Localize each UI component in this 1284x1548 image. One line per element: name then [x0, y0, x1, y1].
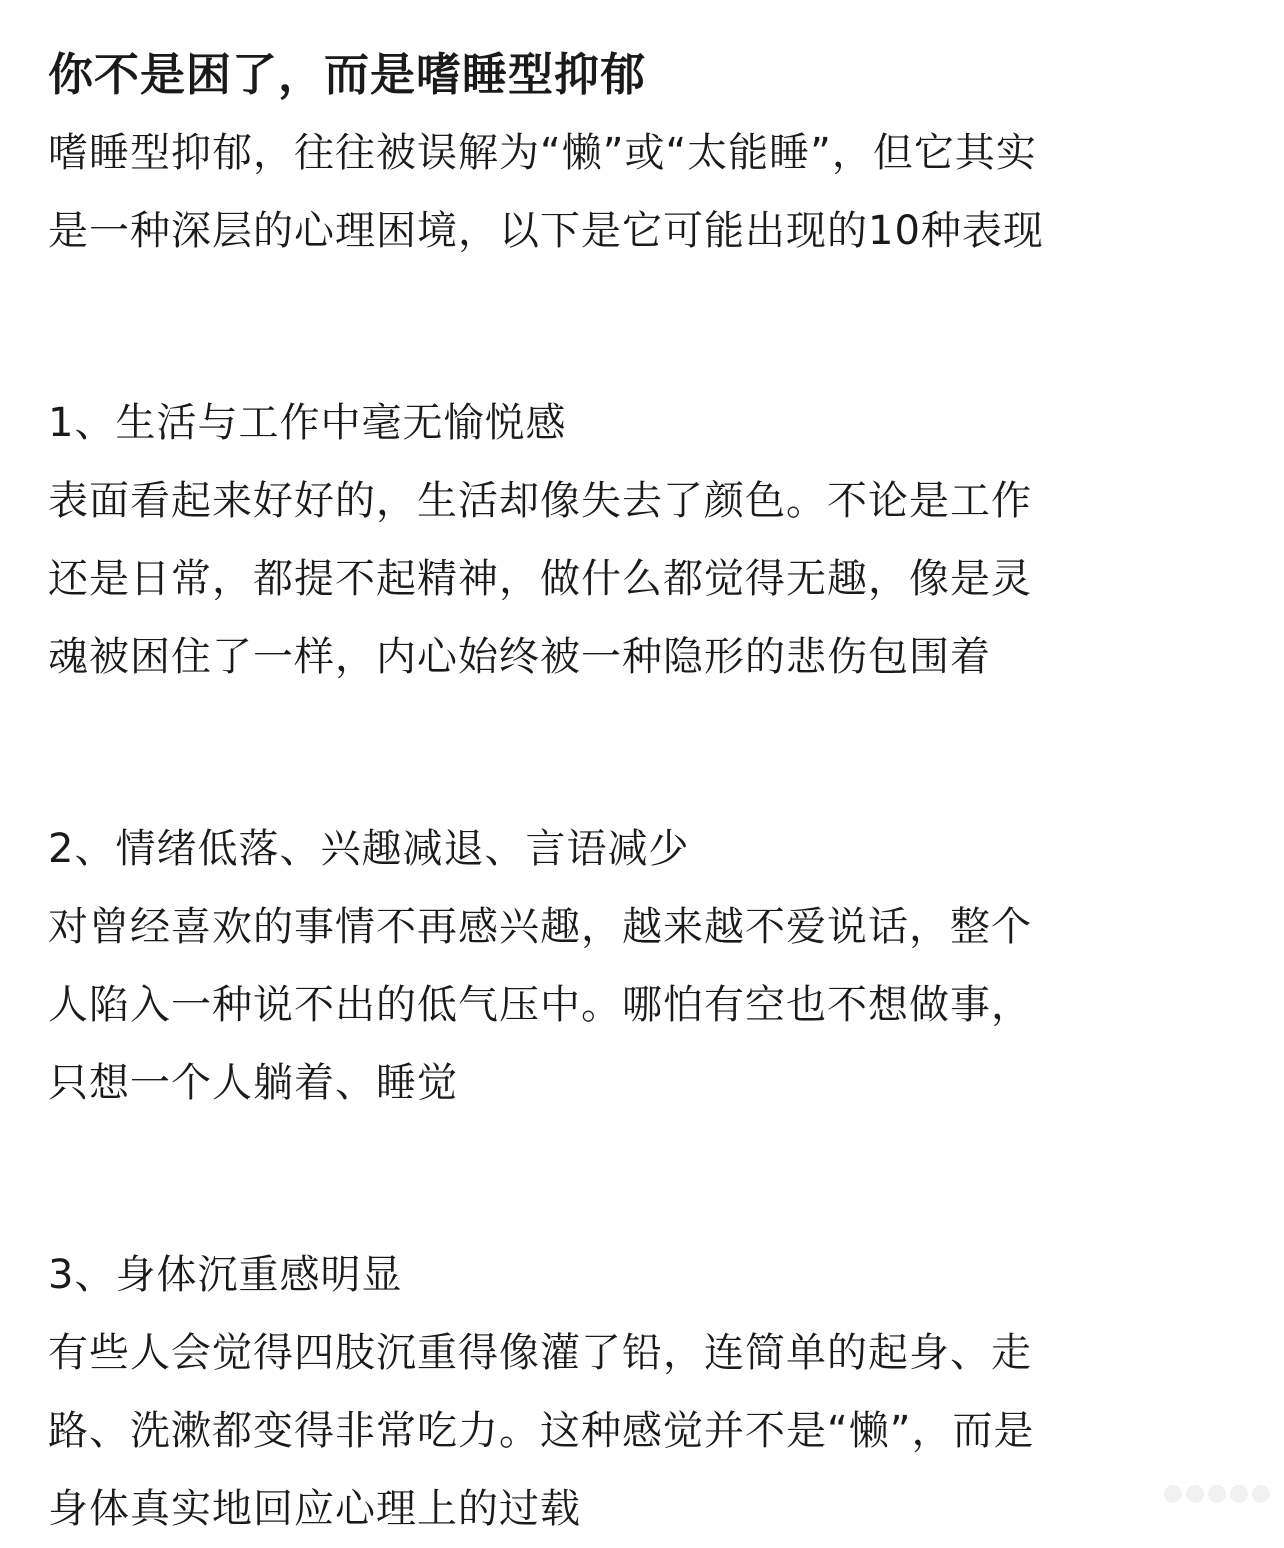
item-line: 路、洗漱都变得非常吃力。这种感觉并不是“懒”，而是 — [48, 1408, 1035, 1454]
article — [48, 42, 1238, 1548]
watermark-dot — [1252, 1485, 1270, 1503]
watermark-dot — [1164, 1485, 1182, 1503]
article-title: 你不是困了，而是嗜睡型抑郁 — [48, 48, 647, 101]
intro-line: 是一种深层的心理困境，以下是它可能出现的10种表现 — [48, 208, 1044, 254]
item-line: 只想一个人躺着、睡觉 — [48, 1060, 458, 1106]
list-item — [48, 810, 1238, 1122]
item-line: 对曾经喜欢的事情不再感兴趣，越来越不爱说话，整个 — [48, 904, 1032, 950]
item-body — [48, 462, 1238, 696]
item-heading: 2、情绪低落、兴趣减退、言语减少 — [48, 826, 690, 872]
watermark-dot — [1186, 1485, 1204, 1503]
item-line: 有些人会觉得四肢沉重得像灌了铅，连简单的起身、走 — [48, 1330, 1032, 1376]
item-line: 表面看起来好好的，生活却像失去了颜色。不论是工作 — [48, 478, 1032, 524]
item-line: 还是日常，都提不起精神，做什么都觉得无趣，像是灵 — [48, 556, 1032, 602]
item-line: 人陷入一种说不出的低气压中。哪怕有空也不想做事， — [48, 982, 1032, 1028]
item-body — [48, 888, 1238, 1122]
watermark — [870, 1482, 1270, 1506]
item-line: 身体真实地回应心理上的过载 — [48, 1486, 581, 1532]
item-body — [48, 1314, 1238, 1548]
intro-line: 嗜睡型抑郁，往往被误解为“懒”或“太能睡”，但它其实 — [48, 130, 1037, 176]
list-item — [48, 384, 1238, 696]
watermark-dot — [1208, 1485, 1226, 1503]
item-heading: 3、身体沉重感明显 — [48, 1252, 403, 1298]
item-line: 魂被困住了一样，内心始终被一种隐形的悲伤包围着 — [48, 634, 991, 680]
item-heading: 1、生活与工作中毫无愉悦感 — [48, 400, 567, 446]
intro-paragraph — [48, 114, 1238, 270]
watermark-dot — [1230, 1485, 1248, 1503]
